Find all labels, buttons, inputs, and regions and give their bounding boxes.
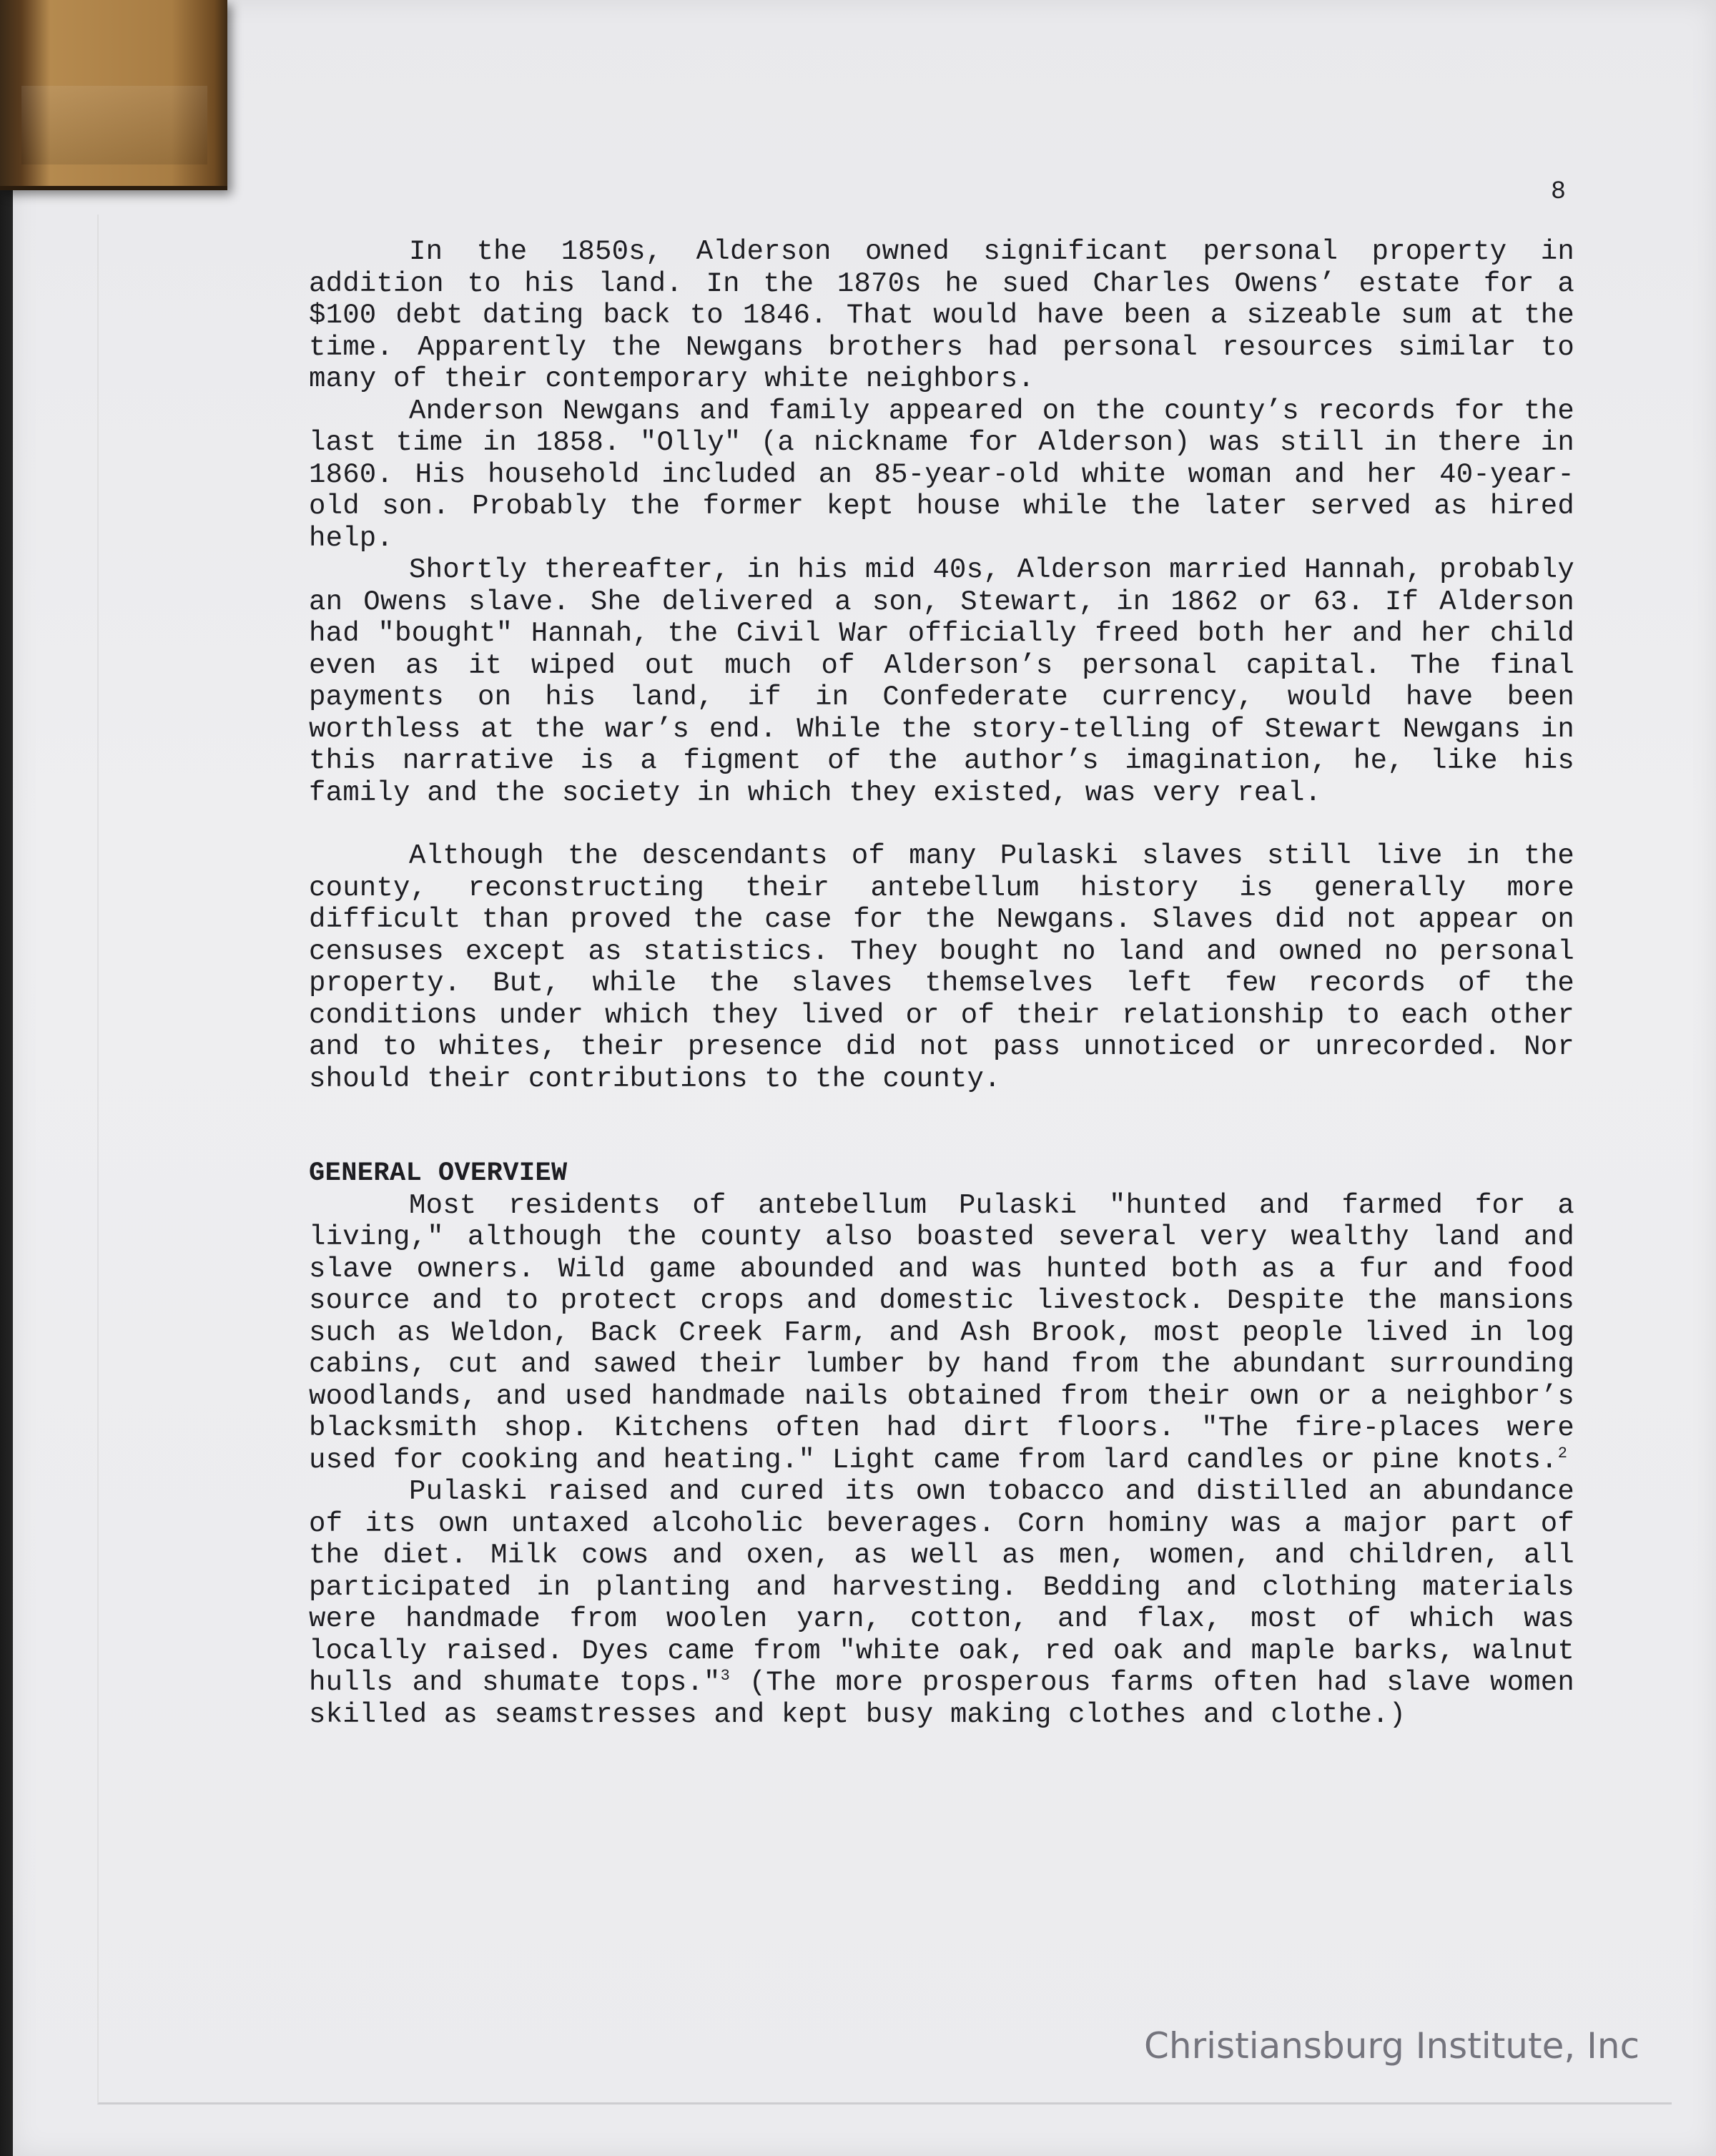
- paragraph-tobacco-tail: (The more prosperous farms often had slave women skilled as seamstresses and kept busy making clothes and clothe.): [309, 1667, 1574, 1731]
- paragraph-residents-text: Most residents of antebellum Pulaski "hunted and farmed for a living," although the county also boasted several very wealthy land and slave owners. Wild game abounded and was hunted both as a fur and food source and to protect crops and domestic livestock. Despite the mansions such as Weldon, Back Creek Farm, and Ash Brook, most people lived in log cabins, cut and sawed their lumber by hand from the abundant surrounding woodlands, and used handmade nails obtained from their own or a neighbor’s blacksmith shop. Kitchens often had dirt floors. "The fire-places were used for cooking and heating." Light came from lard candles or pine knots.: [309, 1189, 1574, 1476]
- paragraph-descendants: Although the descendants of many Pulaski slaves still live in the county, reconstructing their antebellum history is generally more difficult than proved the case for the Newgans. Slaves did not appear on censuses except as statistics. They bought no land and owned no personal property. But, while the slaves themselves left few records of the conditions under which they lived or of their relationship to each other and to whites, their presence did not pass unnoticed or unrecorded. Nor should their contributions to the county.: [309, 840, 1574, 1095]
- footnote-marker-2: 2: [1557, 1444, 1568, 1462]
- paragraph-residents: [309, 1190, 1574, 1477]
- paragraph-marriage: Shortly thereafter, in his mid 40s, Alderson married Hannah, probably an Owens slave. She delivered a son, Stewart, in 1862 or 63. If Alderson had "bought" Hannah, the Civil War officially freed both her and her child even as it wiped out much of Alderson’s personal capital. The final payments on his land, if in Confederate currency, would have been worthless at the war’s end. While the story-telling of Stewart Newgans in this narrative is a figment of the author’s imagination, he, like his family and the society in which they existed, was very real.: [309, 554, 1574, 809]
- paragraph-tobacco: [309, 1476, 1574, 1731]
- binder-clip-shine: [21, 86, 207, 164]
- binder-clip: [0, 0, 227, 190]
- body-text: [309, 236, 1574, 1731]
- paragraph-tobacco-text: Pulaski raised and cured its own tobacco and distilled an abundance of its own untaxed alcoholic beverages. Corn hominy was a major part of the diet. Milk cows and oxen, as well as men, women, and children, all participated in planting and harvesting. Bedding and clothing materials were handmade from woolen yarn, cotton, and flax, most of which was locally raised. Dyes came from "white oak, red oak and maple barks, walnut hulls and shumate tops.": [309, 1476, 1574, 1698]
- paragraph-property: In the 1850s, Alderson owned significant personal property in addition to his land. In the 1870s he sued Charles Owens’ estate for a $100 debt dating back to 1846. That would have been a sizeable sum at the time. Apparently the Newgans brothers had personal resources similar to many of their contemporary white neighbors.: [309, 236, 1574, 395]
- page-number: 8: [1550, 177, 1566, 206]
- watermark: Christiansburg Institute, Inc: [1144, 2025, 1640, 2067]
- footnote-marker-3: 3: [720, 1667, 731, 1685]
- section-heading: GENERAL OVERVIEW: [309, 1158, 568, 1188]
- paragraph-records: Anderson Newgans and family appeared on the county’s records for the last time in 1858. "Olly" (a nickname for Alderson) was still in there in 1860. His household included an 85-year-old white woman and her 40-year-old son. Probably the former kept house while the later served as hired help.: [309, 395, 1574, 554]
